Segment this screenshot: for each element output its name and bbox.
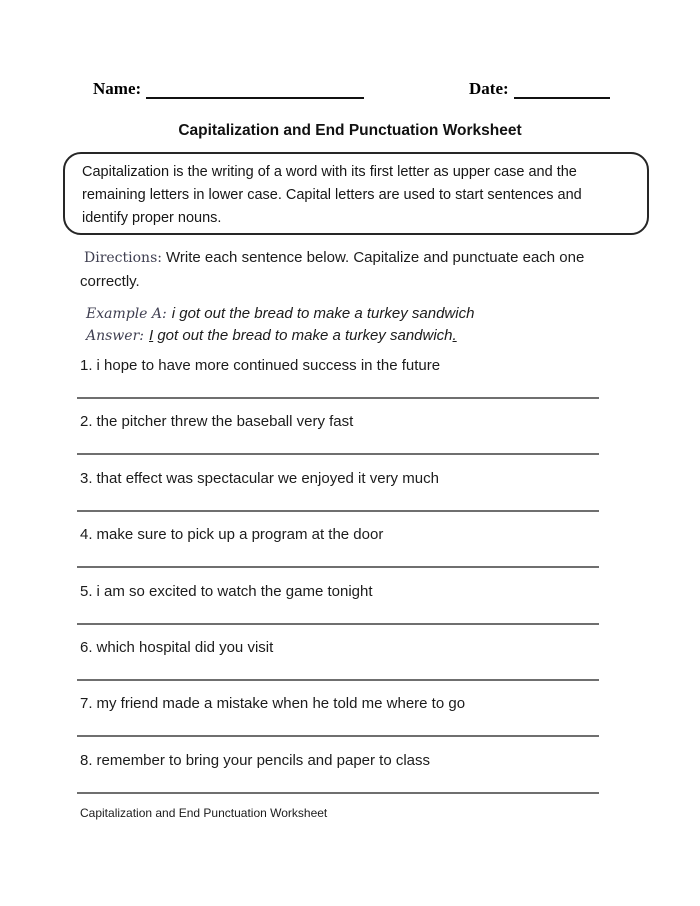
question-row (77, 639, 599, 695)
question-row (77, 526, 599, 582)
question-row (77, 583, 599, 639)
question-text (77, 695, 599, 712)
question-text (77, 470, 599, 487)
question-row (77, 752, 599, 808)
question-sentence: that effect was spectacular we enjoyed it very much (96, 469, 439, 487)
question-text (77, 752, 599, 769)
answer-write-line (77, 510, 599, 512)
answer-line (86, 325, 474, 347)
definition-text: Capitalization is the writing of a word with its first letter as upper case and the remaining letters in lower case. Capital letters are used to start sentences and identify proper nouns. (82, 164, 582, 226)
answer-capital-letter: I (149, 327, 154, 344)
answer-write-line (77, 735, 599, 737)
answer-write-line (77, 397, 599, 399)
example-block (86, 303, 474, 347)
date-label: Date: (469, 79, 509, 98)
answer-end-period: . (452, 327, 457, 344)
question-sentence: the pitcher threw the baseball very fast (96, 413, 354, 431)
date-field (469, 79, 610, 99)
answer-sentence (149, 327, 457, 344)
example-label: Example A: (86, 306, 167, 322)
answer-label: Answer: (86, 328, 144, 344)
question-row (77, 695, 599, 751)
name-blank-line (146, 80, 364, 99)
question-text (77, 357, 599, 374)
question-number: 2. (80, 413, 93, 431)
question-text (77, 526, 599, 543)
question-sentence: my friend made a mistake when he told me where to go (96, 695, 466, 713)
question-sentence: make sure to pick up a program at the door (96, 526, 384, 544)
question-number: 6. (80, 638, 93, 656)
question-number: 7. (80, 695, 93, 713)
example-line (86, 303, 474, 325)
question-text (77, 583, 599, 600)
answer-body: got out the bread to make a turkey sandwich (153, 327, 453, 344)
question-number: 4. (80, 526, 93, 544)
example-sentence: i got out the bread to make a turkey sandwich (171, 305, 475, 322)
question-text (77, 639, 599, 656)
question-row (77, 357, 599, 413)
question-text (77, 413, 599, 430)
question-sentence: remember to bring your pencils and paper to class (96, 751, 431, 769)
question-sentence: i am so excited to watch the game tonight (96, 582, 373, 600)
question-row (77, 470, 599, 526)
question-sentence: which hospital did you visit (96, 638, 274, 656)
definition-box (63, 152, 649, 235)
name-field (93, 79, 364, 99)
questions-list (77, 357, 599, 808)
date-blank-line (514, 80, 610, 99)
page-title: Capitalization and End Punctuation Worksheet (178, 122, 522, 139)
footer-title: Capitalization and End Punctuation Worksheet (80, 806, 328, 820)
question-number: 5. (80, 582, 93, 600)
question-number: 3. (80, 469, 93, 487)
answer-write-line (77, 453, 599, 455)
directions-text: Write each sentence below. Capitalize and punctuate each one correctly. (80, 249, 585, 290)
answer-write-line (77, 623, 599, 625)
question-number: 1. (80, 357, 93, 374)
answer-write-line (77, 792, 599, 794)
name-label: Name: (93, 79, 142, 98)
directions (80, 246, 602, 293)
question-sentence: i hope to have more continued success in the future (96, 357, 441, 374)
answer-write-line (77, 566, 599, 568)
question-row (77, 413, 599, 469)
question-number: 8. (80, 751, 93, 769)
directions-label: Directions: (84, 250, 162, 266)
answer-write-line (77, 679, 599, 681)
